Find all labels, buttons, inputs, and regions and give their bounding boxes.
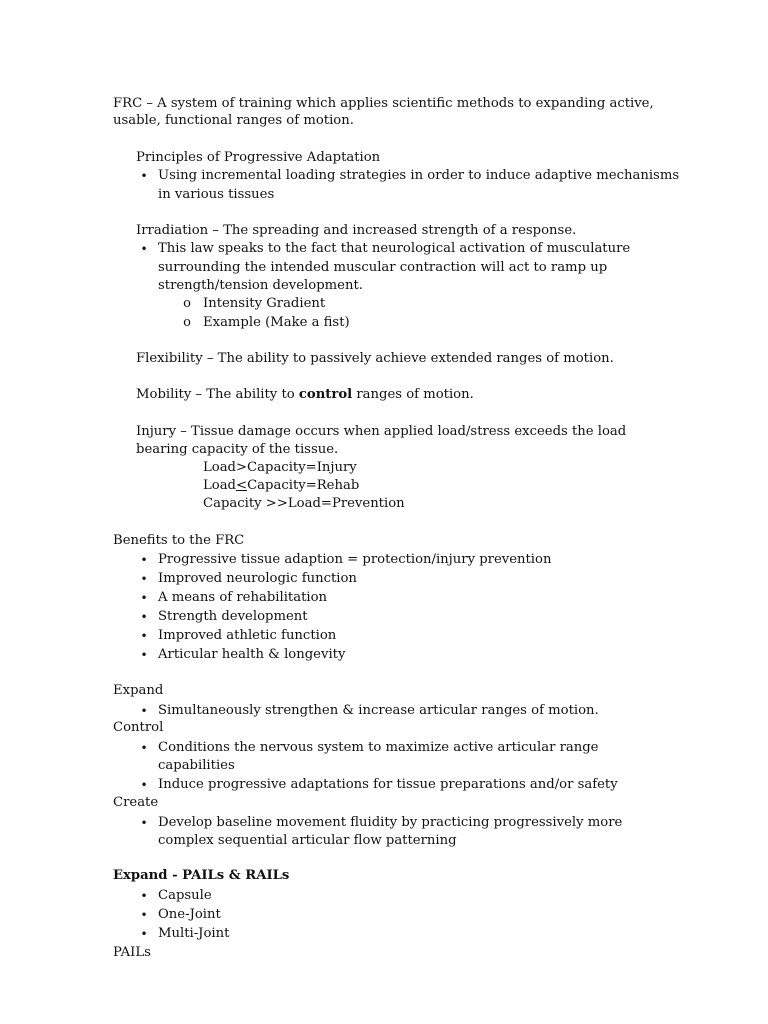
injury-equation-1: Load>Capacity=Injury (203, 460, 357, 475)
mobility-suffix: ranges of motion. (352, 387, 474, 402)
ppa-bullet-line-2: in various tissues (158, 187, 275, 202)
sub-bullet-icon: o (183, 315, 191, 330)
irradiation-bullet-line-2: surrounding the intended muscular contraction will act to ramp up (158, 260, 608, 275)
create-title: Create (113, 795, 159, 810)
injury-equation-2 (203, 477, 359, 495)
bullet-icon: • (140, 629, 148, 643)
control-item-2: Induce progressive adaptations for tissue preparations and/or safety (158, 777, 618, 792)
list-item: Improved athletic function (158, 628, 337, 643)
ppa-bullet-line-1: Using incremental loading strategies in order to induce adaptive mechanisms (158, 168, 680, 183)
expand-title: Expand (113, 683, 164, 698)
injury-equation-3: Capacity >>Load=Prevention (203, 496, 405, 511)
mobility-definition (136, 386, 474, 404)
list-item: One-Joint (158, 907, 221, 922)
intro-line-1: FRC – A system of training which applies scientific methods to expanding active, (113, 96, 654, 111)
pails-heading: PAILs (113, 945, 151, 960)
bullet-icon: • (140, 908, 148, 922)
ppa-title: Principles of Progressive Adaptation (136, 150, 381, 165)
bullet-icon: • (140, 816, 148, 830)
list-item: Progressive tissue adaption = protection/injury prevention (158, 552, 552, 567)
irradiation-title: Irradiation – The spreading and increased strength of a response. (136, 223, 577, 238)
mobility-prefix: Mobility – The ability to (136, 387, 299, 402)
flexibility-definition: Flexibility – The ability to passively achieve extended ranges of motion. (136, 351, 614, 366)
create-item-line-1: Develop baseline movement fluidity by practicing progressively more (158, 815, 623, 830)
bullet-icon: • (140, 889, 148, 903)
intro-line-2: usable, functional ranges of motion. (113, 113, 354, 128)
create-item-line-2: complex sequential articular flow patterning (158, 833, 457, 848)
bullet-icon: • (140, 242, 148, 256)
irradiation-bullet-line-1: This law speaks to the fact that neurological activation of musculature (158, 241, 631, 256)
benefits-title: Benefits to the FRC (113, 533, 245, 548)
list-item: A means of rehabilitation (158, 590, 328, 605)
eq2-less-equal: < (236, 478, 248, 493)
bullet-icon: • (140, 778, 148, 792)
list-item: Improved neurologic function (158, 571, 357, 586)
eq2-capacity: Capacity=Rehab (247, 478, 360, 493)
list-item: Articular health & longevity (158, 647, 346, 662)
control-title: Control (113, 720, 164, 735)
irradiation-sub-1: Intensity Gradient (203, 296, 326, 311)
control-item-1-line-2: capabilities (158, 758, 235, 773)
mobility-bold: control (298, 387, 353, 402)
irradiation-bullet-line-3: strength/tension development. (158, 278, 363, 293)
list-item: Capsule (158, 888, 212, 903)
irradiation-sub-2: Example (Make a fist) (203, 315, 350, 330)
expand-item: Simultaneously strengthen & increase articular ranges of motion. (158, 703, 599, 718)
bullet-icon: • (140, 927, 148, 941)
bullet-icon: • (140, 610, 148, 624)
list-item: Multi-Joint (158, 926, 230, 941)
bullet-icon: • (140, 648, 148, 662)
injury-line-2: bearing capacity of the tissue. (136, 442, 339, 457)
bullet-icon: • (140, 572, 148, 586)
sub-bullet-icon: o (183, 296, 191, 311)
bullet-icon: • (140, 591, 148, 605)
control-item-1-line-1: Conditions the nervous system to maximize active articular range (158, 740, 599, 755)
eq2-load: Load (203, 478, 237, 493)
bullet-icon: • (140, 169, 148, 183)
bullet-icon: • (140, 704, 148, 718)
expand-pails-title: Expand - PAILs & RAILs (113, 868, 290, 883)
list-item: Strength development (158, 609, 308, 624)
bullet-icon: • (140, 553, 148, 567)
injury-line-1: Injury – Tissue damage occurs when applied load/stress exceeds the load (136, 424, 627, 439)
bullet-icon: • (140, 741, 148, 755)
